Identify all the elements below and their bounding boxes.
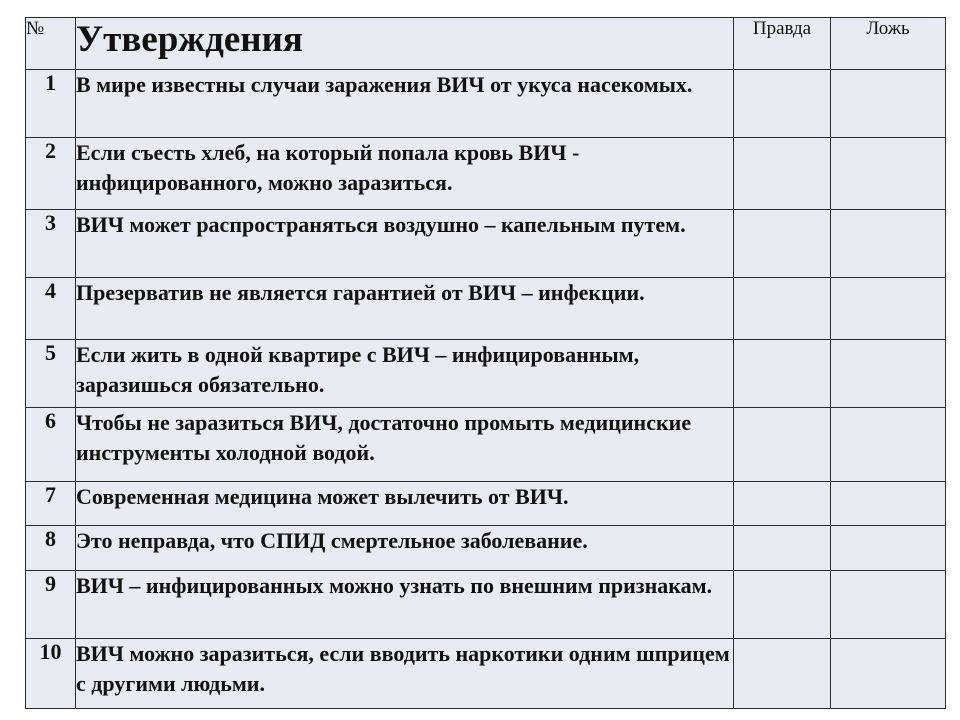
true-answer-cell[interactable]	[734, 210, 831, 278]
false-answer-cell[interactable]	[831, 340, 946, 408]
true-answer-cell[interactable]	[734, 138, 831, 210]
true-column-header: Правда	[734, 18, 831, 70]
statement-text: Современная медицина может вылечить от ВИЧ.	[76, 482, 734, 526]
row-number: 1	[26, 70, 76, 138]
row-number: 9	[26, 571, 76, 639]
table-row	[26, 482, 946, 526]
table-row	[26, 639, 946, 709]
row-number: 6	[26, 408, 76, 482]
statement-text: Если жить в одной квартире с ВИЧ – инфицированным, заразишься обязательно.	[76, 340, 734, 408]
false-answer-cell[interactable]	[831, 210, 946, 278]
number-column-header: №	[26, 18, 76, 70]
statement-text: Если съесть хлеб, на который попала кровь ВИЧ - инфицированного, можно заразиться.	[76, 138, 734, 210]
row-number: 10	[26, 639, 76, 709]
table-row	[26, 278, 946, 340]
false-answer-cell[interactable]	[831, 639, 946, 709]
false-answer-cell[interactable]	[831, 482, 946, 526]
true-answer-cell[interactable]	[734, 571, 831, 639]
false-answer-cell[interactable]	[831, 278, 946, 340]
table-row	[26, 210, 946, 278]
header-row	[26, 18, 946, 70]
statement-text: Это неправда, что СПИД смертельное заболевание.	[76, 526, 734, 571]
statement-text: Презерватив не является гарантией от ВИЧ – инфекции.	[76, 278, 734, 340]
table-row	[26, 526, 946, 571]
true-answer-cell[interactable]	[734, 482, 831, 526]
statement-text: Чтобы не заразиться ВИЧ, достаточно промыть медицинские инструменты холодной водой.	[76, 408, 734, 482]
statements-table	[25, 17, 946, 709]
false-column-header: Ложь	[831, 18, 946, 70]
true-answer-cell[interactable]	[734, 639, 831, 709]
false-answer-cell[interactable]	[831, 408, 946, 482]
false-answer-cell[interactable]	[831, 138, 946, 210]
false-answer-cell[interactable]	[831, 571, 946, 639]
true-answer-cell[interactable]	[734, 340, 831, 408]
table-row	[26, 340, 946, 408]
statement-text: ВИЧ – инфицированных можно узнать по внешним признакам.	[76, 571, 734, 639]
true-answer-cell[interactable]	[734, 278, 831, 340]
table-row	[26, 138, 946, 210]
statement-text: ВИЧ можно заразиться, если вводить наркотики одним шприцем с другими людьми.	[76, 639, 734, 709]
false-answer-cell[interactable]	[831, 70, 946, 138]
row-number: 5	[26, 340, 76, 408]
row-number: 8	[26, 526, 76, 571]
row-number: 7	[26, 482, 76, 526]
statement-text: В мире известны случаи заражения ВИЧ от укуса насекомых.	[76, 70, 734, 138]
statements-column-header: Утверждения	[76, 18, 734, 70]
row-number: 3	[26, 210, 76, 278]
table-row	[26, 571, 946, 639]
table-row	[26, 70, 946, 138]
true-answer-cell[interactable]	[734, 408, 831, 482]
row-number: 2	[26, 138, 76, 210]
statement-text: ВИЧ может распространяться воздушно – капельным путем.	[76, 210, 734, 278]
true-answer-cell[interactable]	[734, 70, 831, 138]
true-answer-cell[interactable]	[734, 526, 831, 571]
false-answer-cell[interactable]	[831, 526, 946, 571]
row-number: 4	[26, 278, 76, 340]
table-row	[26, 408, 946, 482]
